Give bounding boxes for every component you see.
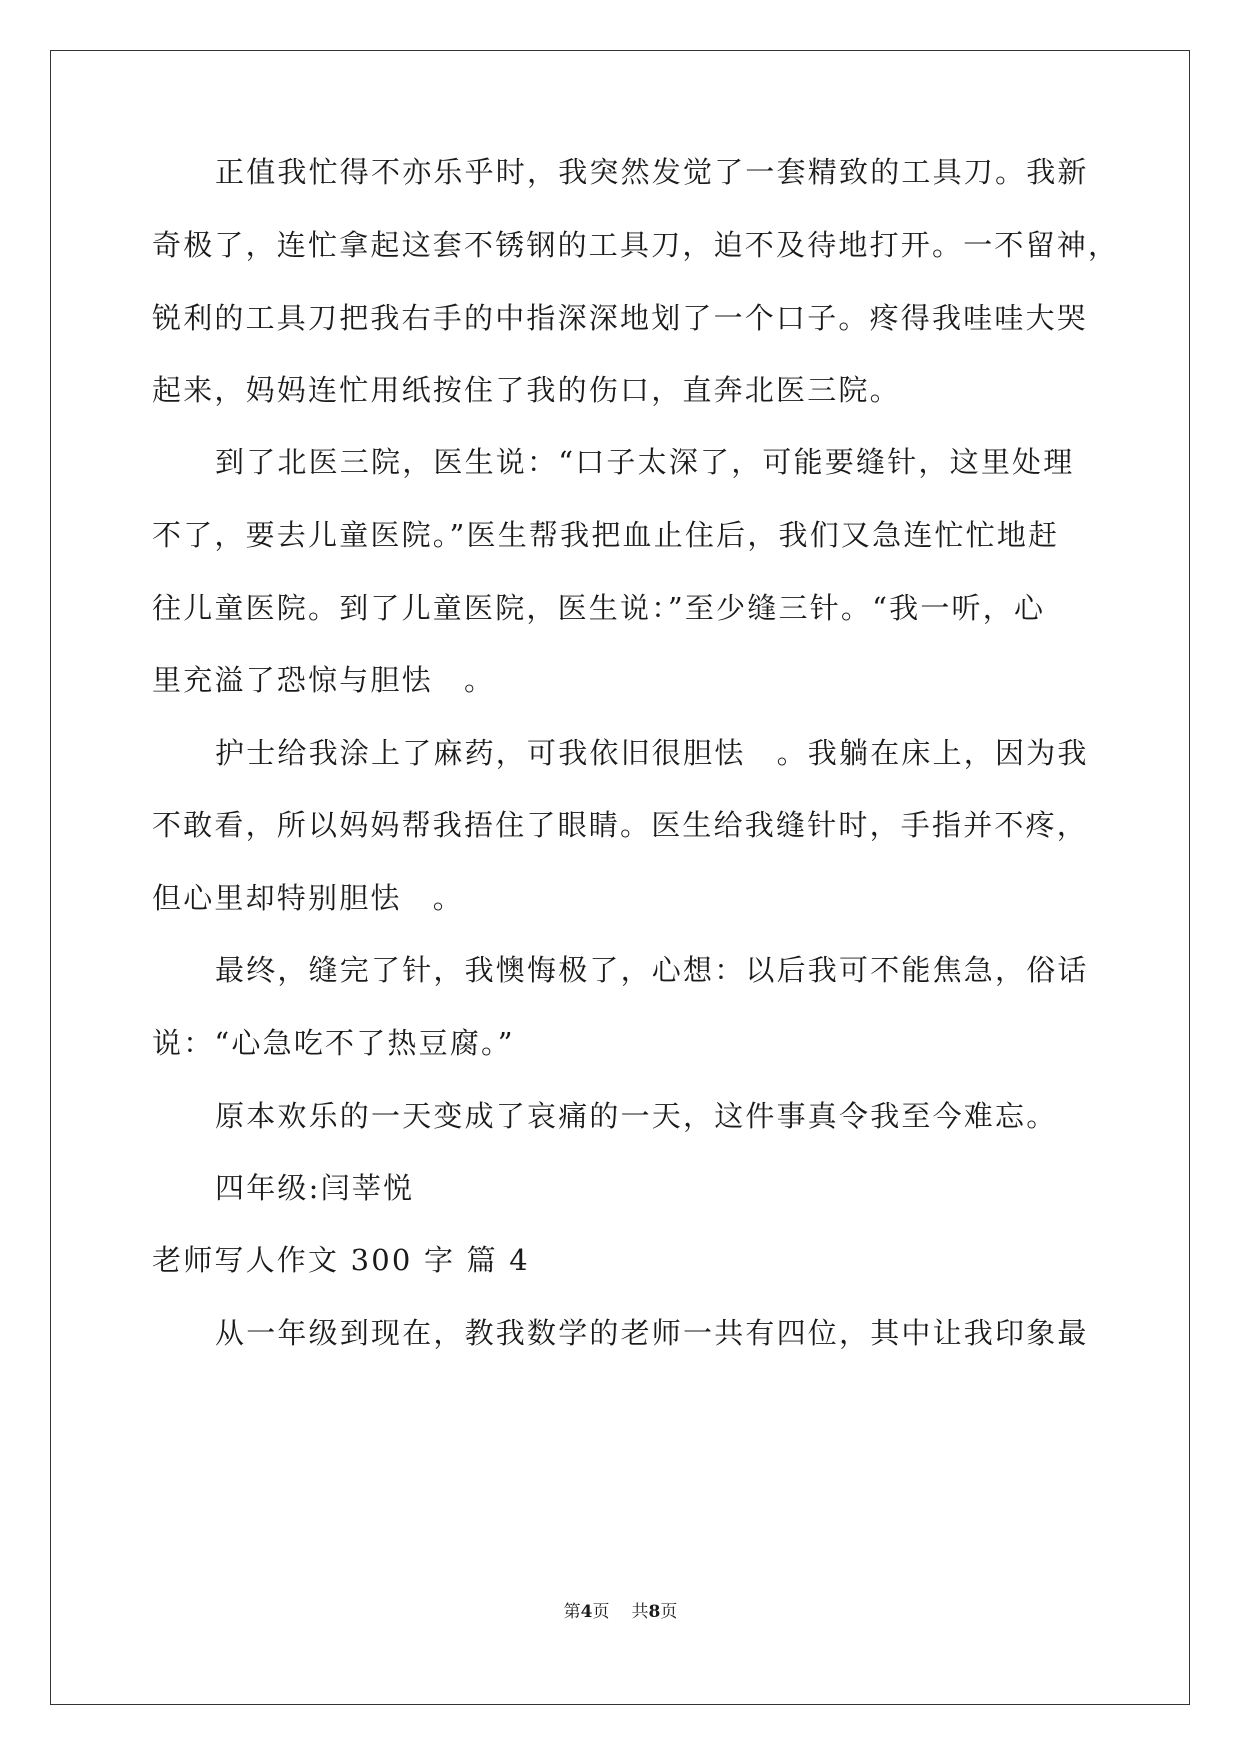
section-heading: 老师写人作文 300 字 篇 4 <box>152 1243 530 1277</box>
paragraph-line: 从一年级到现在，教我数学的老师一共有四位，其中让我印象最 <box>215 1316 1089 1350</box>
page-footer <box>0 1597 1241 1622</box>
footer-page-suffix: 页 <box>592 1602 610 1622</box>
footer-prefix: 第 <box>563 1602 581 1622</box>
paragraph-line: 护士给我涂上了麻药，可我依旧很胆怯 。我躺在床上，因为我 <box>215 736 1089 770</box>
footer-total-prefix: 共 <box>631 1602 649 1622</box>
paragraph-line: 最终，缝完了针，我懊悔极了，心想：以后我可不能焦急，俗话 <box>215 953 1089 987</box>
footer-total-pages: 8 <box>648 1602 661 1622</box>
paragraph-line: 往儿童医院。到了儿童医院，医生说：”至少缝三针。“我一听，心 <box>152 591 1046 625</box>
author-line: 四年级:闫莘悦 <box>215 1171 415 1205</box>
paragraph-line: 原本欢乐的一天变成了哀痛的一天，这件事真令我至今难忘。 <box>215 1099 1058 1133</box>
paragraph-line: 奇极了，连忙拿起这套不锈钢的工具刀，迫不及待地打开。一不留神， <box>152 228 1120 262</box>
paragraph-line: 锐利的工具刀把我右手的中指深深地划了一个口子。疼得我哇哇大哭 <box>152 301 1089 335</box>
paragraph-line: 里充溢了恐惊与胆怯 。 <box>152 663 496 697</box>
footer-page-number: 4 <box>580 1602 593 1622</box>
paragraph-line: 不敢看，所以妈妈帮我捂住了眼睛。医生给我缝针时，手指并不疼， <box>152 808 1089 842</box>
paragraph-line: 但心里却特别胆怯 。 <box>152 881 465 915</box>
paragraph-line: 正值我忙得不亦乐乎时，我突然发觉了一套精致的工具刀。我新 <box>215 155 1089 189</box>
paragraph-line: 到了北医三院，医生说：“口子太深了，可能要缝针，这里处理 <box>215 445 1075 479</box>
footer-total-suffix: 页 <box>660 1602 678 1622</box>
paragraph-line: 说：“心急吃不了热豆腐。” <box>152 1026 515 1060</box>
paragraph-line: 不了，要去儿童医院。”医生帮我把血止住后，我们又急连忙忙地赶 <box>152 518 1060 552</box>
paragraph-line: 起来，妈妈连忙用纸按住了我的伤口，直奔北医三院。 <box>152 373 901 407</box>
